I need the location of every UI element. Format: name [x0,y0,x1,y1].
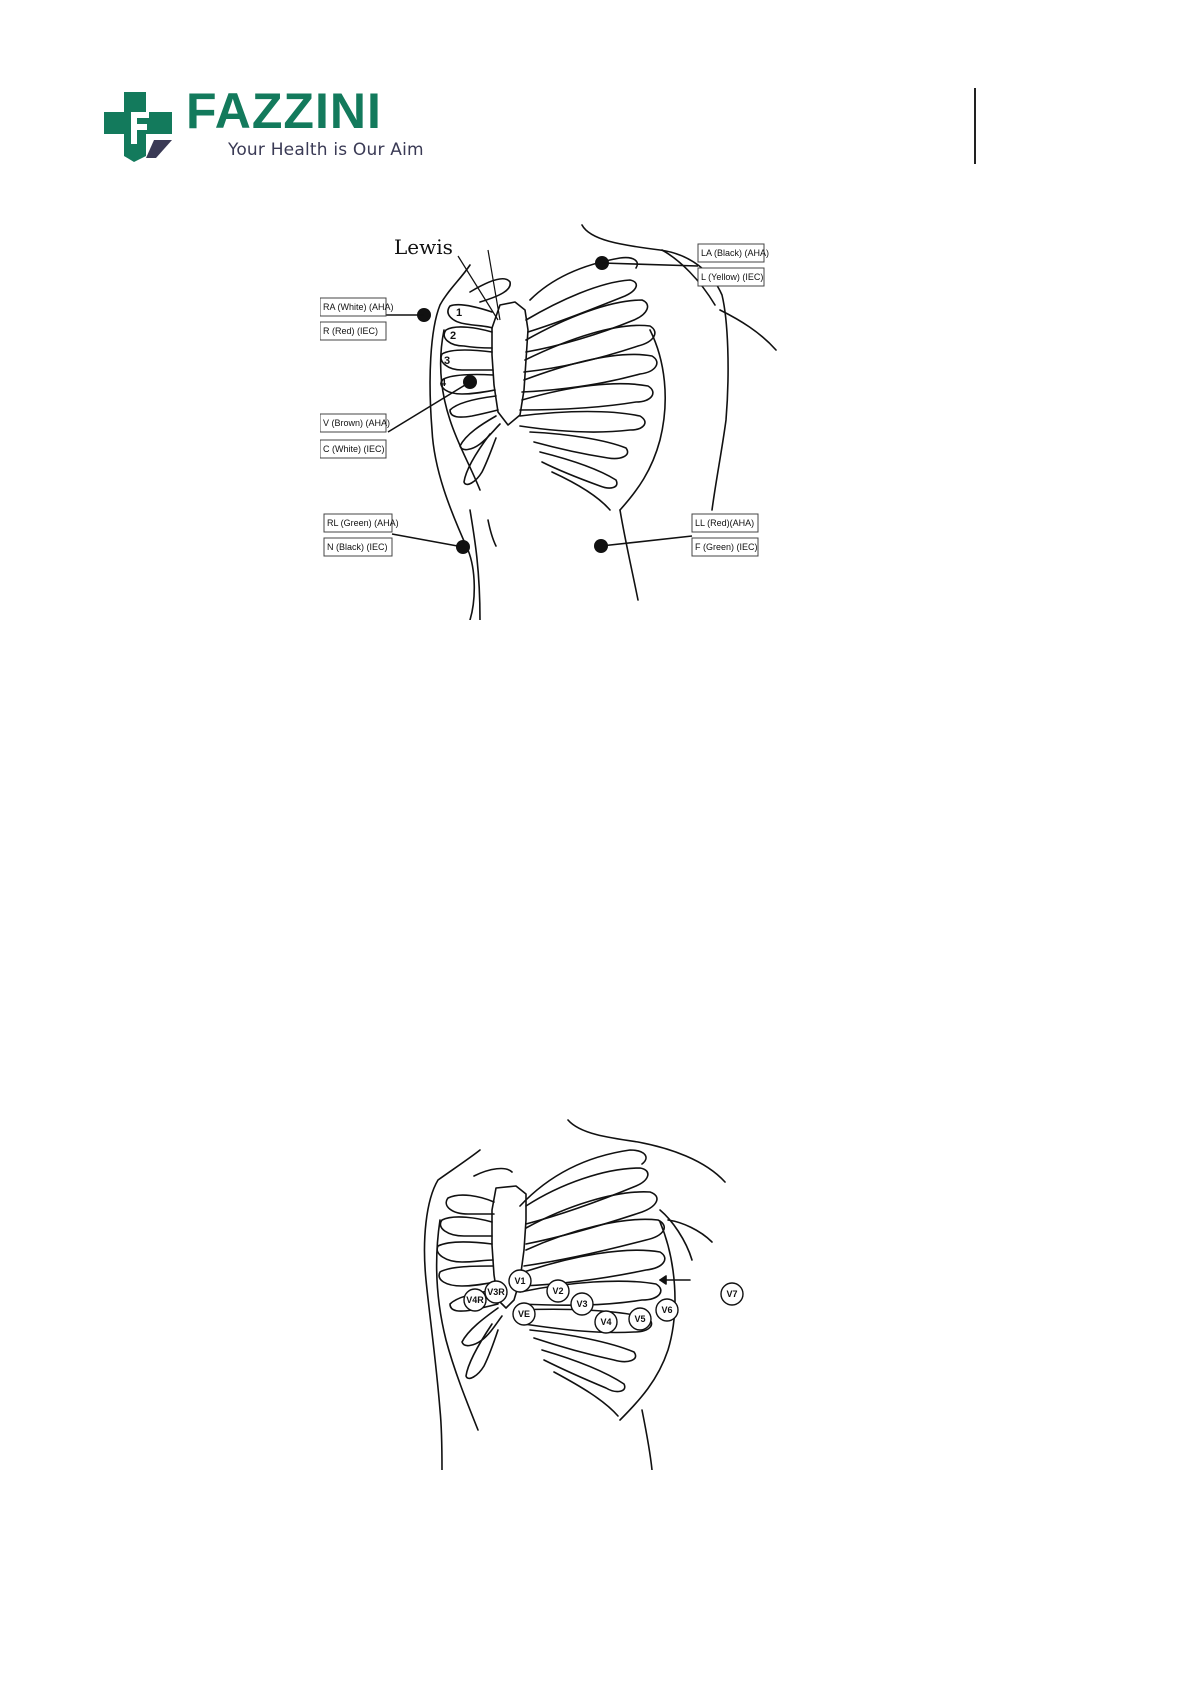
label-v-aha: V (Brown) (AHA) [323,418,391,428]
lead-v6: V6 [661,1305,673,1315]
lead-v4: V4 [600,1317,612,1327]
lead-v5: V5 [634,1314,646,1324]
lead-v3r: V3R [487,1287,505,1297]
label-l-iec: L (Yellow) (IEC) [701,272,764,282]
lead-v3: V3 [576,1299,588,1309]
lead-v1: V1 [514,1276,526,1286]
limb-lead-diagram [320,220,860,620]
label-ra-aha: RA (White) (AHA) [323,302,394,312]
lead-v2: V2 [552,1286,564,1296]
brand-tagline: Your Health is Our Aim [228,140,424,160]
label-c-iec: C (White) (IEC) [323,444,385,454]
header-divider [974,88,976,164]
label-f-iec: F (Green) (IEC) [695,542,758,552]
rib-number-2: 2 [450,330,457,342]
label-rl-aha: RL (Green) (AHA) [327,518,399,528]
label-la-aha: LA (Black) (AHA) [701,248,770,258]
label-n-iec: N (Black) (IEC) [327,542,388,552]
label-r-iec: R (Red) (IEC) [323,326,379,336]
label-ll-aha: LL (Red)(AHA) [695,518,755,528]
page-header [0,0,1192,180]
lewis-title: Lewis [394,235,453,259]
rib-number-1: 1 [456,307,463,319]
lead-ve: VE [517,1309,531,1319]
fazzini-logo-icon [98,88,178,164]
lead-v4r: V4R [466,1295,484,1305]
rib-number-4: 4 [440,377,447,389]
brand-name: FAZZINI [186,83,382,139]
rib-number-3: 3 [444,355,451,367]
chest-lead-drawing [420,1110,800,1470]
limb-lead-drawing [320,220,860,620]
lead-v7: V7 [726,1289,738,1299]
chest-lead-diagram [420,1110,800,1470]
